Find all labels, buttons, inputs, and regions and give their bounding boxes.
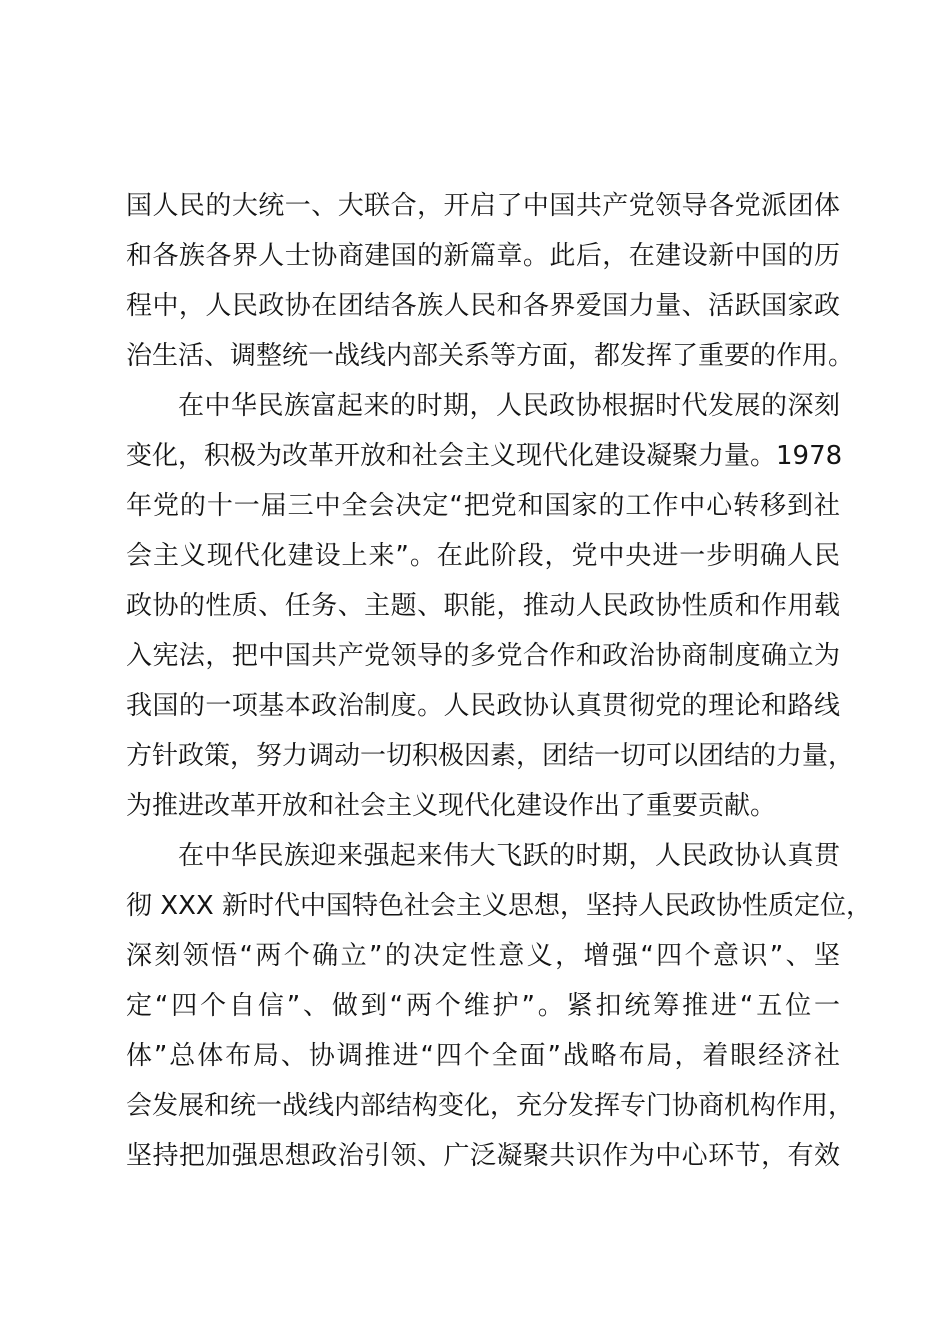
text-line: 程中，人民政协在团结各族人民和各界爱国力量、活跃国家政: [126, 291, 840, 321]
text-line: 深刻领悟“两个确立”的决定性意义，增强“四个意识”、坚: [126, 941, 840, 971]
text-line: 我国的一项基本政治制度。人民政协认真贯彻党的理论和路线: [126, 691, 840, 721]
text-line: 体”总体布局、协调推进“四个全面”战略布局，着眼经济社: [126, 1041, 840, 1071]
paragraph-last-line: 为推进改革开放和社会主义现代化建设作出了重要贡献。: [126, 791, 777, 821]
text-line: 定“四个自信”、做到“两个维护”。紧扣统筹推进“五位一: [126, 991, 840, 1021]
text-line: 治生活、调整统一战线内部关系等方面，都发挥了重要的作用。: [126, 341, 855, 371]
text-line: 会发展和统一战线内部结构变化，充分发挥专门协商机构作用，: [126, 1091, 855, 1121]
text-line: 变化，积极为改革开放和社会主义现代化建设凝聚力量。1978: [126, 441, 843, 471]
text-line: 会主义现代化建设上来”。在此阶段，党中央进一步明确人民: [126, 541, 840, 571]
document-body: [126, 181, 872, 1181]
text-line: 彻 XXX 新时代中国特色社会主义思想，坚持人民政协性质定位，: [126, 891, 872, 921]
paragraph-first-line: 在中华民族富起来的时期，人民政协根据时代发展的深刻: [178, 391, 840, 421]
text-line: 和各族各界人士协商建国的新篇章。此后，在建设新中国的历: [126, 241, 840, 271]
text-line: 方针政策，努力调动一切积极因素，团结一切可以团结的力量，: [126, 741, 855, 771]
text-line: 入宪法，把中国共产党领导的多党合作和政治协商制度确立为: [126, 641, 840, 671]
text-line: 年党的十一届三中全会决定“把党和国家的工作中心转移到社: [126, 491, 840, 521]
paragraph-first-line: 在中华民族迎来强起来伟大飞跃的时期，人民政协认真贯: [178, 841, 840, 871]
text-line: 政协的性质、任务、主题、职能，推动人民政协性质和作用载: [126, 591, 840, 621]
text-line: 国人民的大统一、大联合，开启了中国共产党领导各党派团体: [126, 191, 840, 221]
text-line: 坚持把加强思想政治引领、广泛凝聚共识作为中心环节，有效: [126, 1141, 840, 1171]
